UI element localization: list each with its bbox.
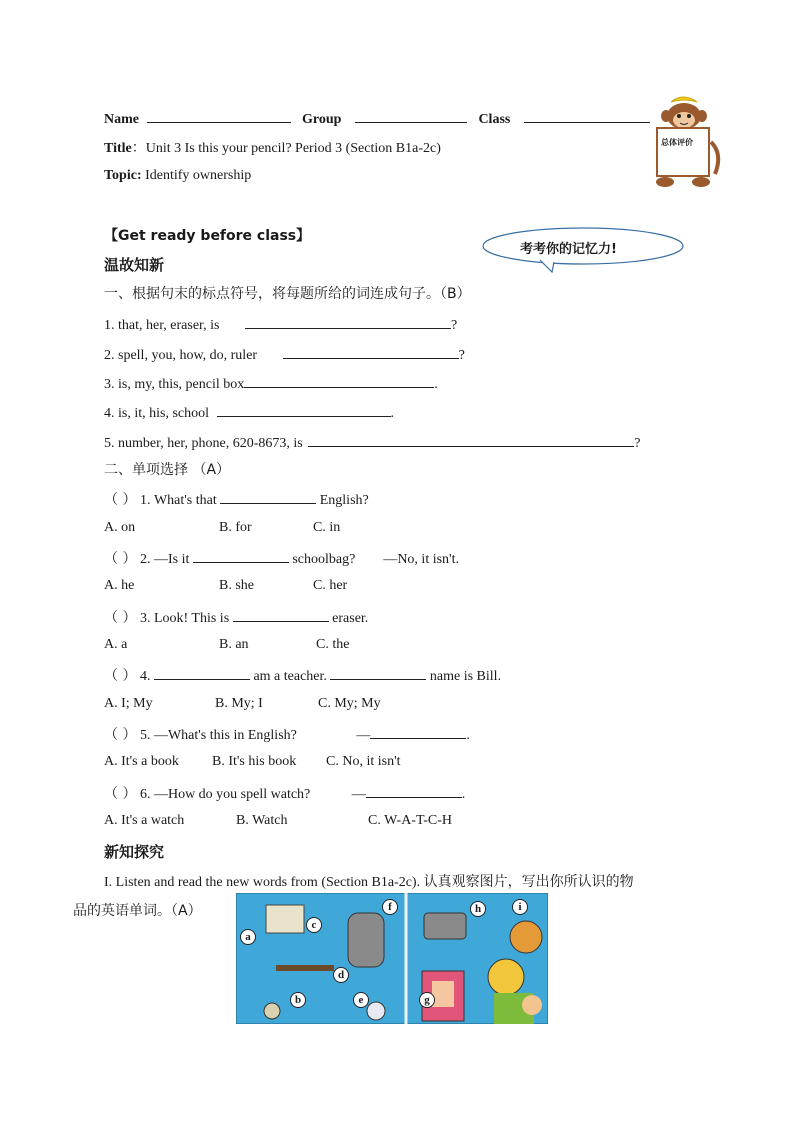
picture-label-e: e bbox=[353, 992, 369, 1008]
part1-item-4 bbox=[104, 402, 394, 422]
question-2-post: schoolbag? —No, it isn't. bbox=[292, 552, 459, 567]
question-4-blank-2[interactable] bbox=[330, 665, 426, 680]
topic-label: Topic: bbox=[104, 168, 142, 183]
question-5 bbox=[104, 724, 470, 744]
question-4 bbox=[104, 665, 501, 685]
question-2-option-c: C. her bbox=[313, 578, 348, 593]
question-4-post: name is Bill. bbox=[429, 669, 502, 684]
question-3-text: 3. Look! This is bbox=[139, 611, 230, 626]
question-3-option-c: C. the bbox=[316, 637, 350, 652]
question-1-blank[interactable] bbox=[220, 489, 316, 504]
name-label: Name bbox=[104, 112, 139, 127]
answer-line-2[interactable] bbox=[283, 344, 459, 359]
header-fields bbox=[104, 108, 650, 128]
part1-item-4-words: 4. is, it, his, school bbox=[104, 406, 210, 421]
class-label: Class bbox=[478, 112, 511, 127]
title-label: Title bbox=[104, 141, 132, 156]
question-1-option-b: B. for bbox=[219, 520, 252, 535]
question-3-blank[interactable] bbox=[233, 607, 329, 622]
answer-line-1[interactable] bbox=[245, 314, 451, 329]
part1-item-2-end: ? bbox=[458, 348, 465, 363]
question-1 bbox=[104, 489, 369, 509]
question-6-dash: — bbox=[351, 787, 366, 802]
question-6-option-c: C. W-A-T-C-H bbox=[368, 813, 452, 828]
group-label: Group bbox=[302, 112, 342, 127]
question-5-end: . bbox=[466, 728, 470, 743]
question-3 bbox=[104, 607, 368, 627]
answer-line-5[interactable] bbox=[308, 432, 634, 447]
question-2-text: 2. —Is it bbox=[139, 552, 190, 567]
section-title: 【Get ready before class】 bbox=[104, 228, 311, 244]
part1-item-1 bbox=[104, 314, 457, 334]
picture-label-i: i bbox=[512, 899, 528, 915]
part1-item-5-end: ? bbox=[634, 436, 641, 451]
question-3-post: eraser. bbox=[332, 611, 369, 626]
answer-paren-2[interactable]: （ ） bbox=[104, 551, 137, 567]
answer-paren-5[interactable]: （ ） bbox=[104, 727, 137, 743]
part1-item-2-words: 2. spell, you, how, do, ruler bbox=[104, 348, 258, 363]
answer-paren-6[interactable]: （ ） bbox=[104, 786, 137, 802]
answer-paren-4[interactable]: （ ） bbox=[104, 668, 137, 684]
question-2-blank[interactable] bbox=[193, 548, 289, 563]
topic-text: Identify ownership bbox=[145, 168, 252, 183]
question-5-text: 5. —What's this in English? bbox=[139, 728, 297, 743]
part1-item-3-words: 3. is, my, this, pencil box bbox=[104, 377, 245, 392]
question-6-text: 6. —How do you spell watch? bbox=[139, 787, 311, 802]
part1-item-1-end: ? bbox=[451, 318, 458, 333]
class-field[interactable] bbox=[524, 108, 650, 123]
part1-item-5 bbox=[104, 432, 640, 452]
answer-paren-3[interactable]: （ ） bbox=[104, 610, 137, 626]
part2-instruction: 二、单项选择 （A） bbox=[104, 462, 231, 478]
question-4-option-a: A. I; My bbox=[104, 696, 153, 711]
question-4-text: 4. bbox=[139, 669, 151, 684]
question-6-blank[interactable] bbox=[366, 783, 462, 798]
picture-label-d: d bbox=[333, 967, 349, 983]
picture-label-g: g bbox=[419, 992, 435, 1008]
question-4-option-b: B. My; I bbox=[215, 696, 263, 711]
question-5-option-a: A. It's a book bbox=[104, 754, 179, 769]
picture-label-a: a bbox=[240, 929, 256, 945]
question-4-blank-1[interactable] bbox=[154, 665, 250, 680]
question-2-option-a: A. he bbox=[104, 578, 135, 593]
part1-item-2 bbox=[104, 344, 465, 364]
question-4-mid: am a teacher. bbox=[253, 669, 327, 684]
answer-line-3[interactable] bbox=[244, 373, 434, 388]
title-line bbox=[104, 137, 441, 157]
question-6-end: . bbox=[461, 787, 466, 802]
picture-label-f: f bbox=[382, 899, 398, 915]
question-5-dash: — bbox=[356, 728, 371, 743]
part1-item-5-words: 5. number, her, phone, 620-8673, is bbox=[104, 436, 303, 451]
part1-item-3-end: . bbox=[434, 377, 438, 392]
question-3-option-a: A. a bbox=[104, 637, 128, 652]
picture-label-b: b bbox=[290, 992, 306, 1008]
question-3-option-b: B. an bbox=[219, 637, 249, 652]
evaluation-badge: 总体评价 bbox=[661, 138, 693, 147]
question-6-option-b: B. Watch bbox=[236, 813, 288, 828]
picture-label-h: h bbox=[470, 901, 486, 917]
speech-bubble-text: 考考你的记忆力! bbox=[520, 242, 617, 257]
name-field[interactable] bbox=[147, 108, 291, 123]
question-6-option-a: A. It's a watch bbox=[104, 813, 185, 828]
question-4-option-c: C. My; My bbox=[318, 696, 381, 711]
part1-item-4-end: . bbox=[390, 406, 395, 421]
part3-instruction-line1: I. Listen and read the new words from (Section B1a-2c). 认真观察图片，写出你所认识的物 bbox=[104, 875, 634, 890]
question-5-option-c: C. No, it isn't bbox=[326, 754, 401, 769]
answer-paren-1[interactable]: （ ） bbox=[104, 492, 137, 508]
part3-instruction-line2: 品的英语单词。（A） bbox=[73, 903, 202, 919]
part1-instruction: 一、根据句末的标点符号，将每题所给的词连成句子。（B） bbox=[104, 286, 471, 302]
part1-item-3 bbox=[104, 373, 438, 393]
topic-line bbox=[104, 168, 251, 184]
picture-label-c: c bbox=[306, 917, 322, 933]
new-knowledge-heading: 新知探究 bbox=[104, 843, 165, 861]
title-text: ：Unit 3 Is this your pencil? Period 3 (Section B1a-2c) bbox=[131, 141, 441, 156]
question-1-post: English? bbox=[319, 493, 369, 508]
question-5-blank[interactable] bbox=[370, 724, 466, 739]
group-field[interactable] bbox=[355, 108, 467, 123]
question-2-option-b: B. she bbox=[219, 578, 254, 593]
question-5-option-b: B. It's his book bbox=[212, 754, 297, 769]
part1-item-1-words: 1. that, her, eraser, is bbox=[104, 318, 220, 333]
question-1-option-c: C. in bbox=[313, 520, 341, 535]
question-1-option-a: A. on bbox=[104, 520, 136, 535]
question-2 bbox=[104, 548, 459, 568]
answer-line-4[interactable] bbox=[217, 402, 391, 417]
question-1-text: 1. What's that bbox=[139, 493, 217, 508]
question-6 bbox=[104, 783, 465, 803]
review-heading: 温故知新 bbox=[104, 256, 165, 274]
